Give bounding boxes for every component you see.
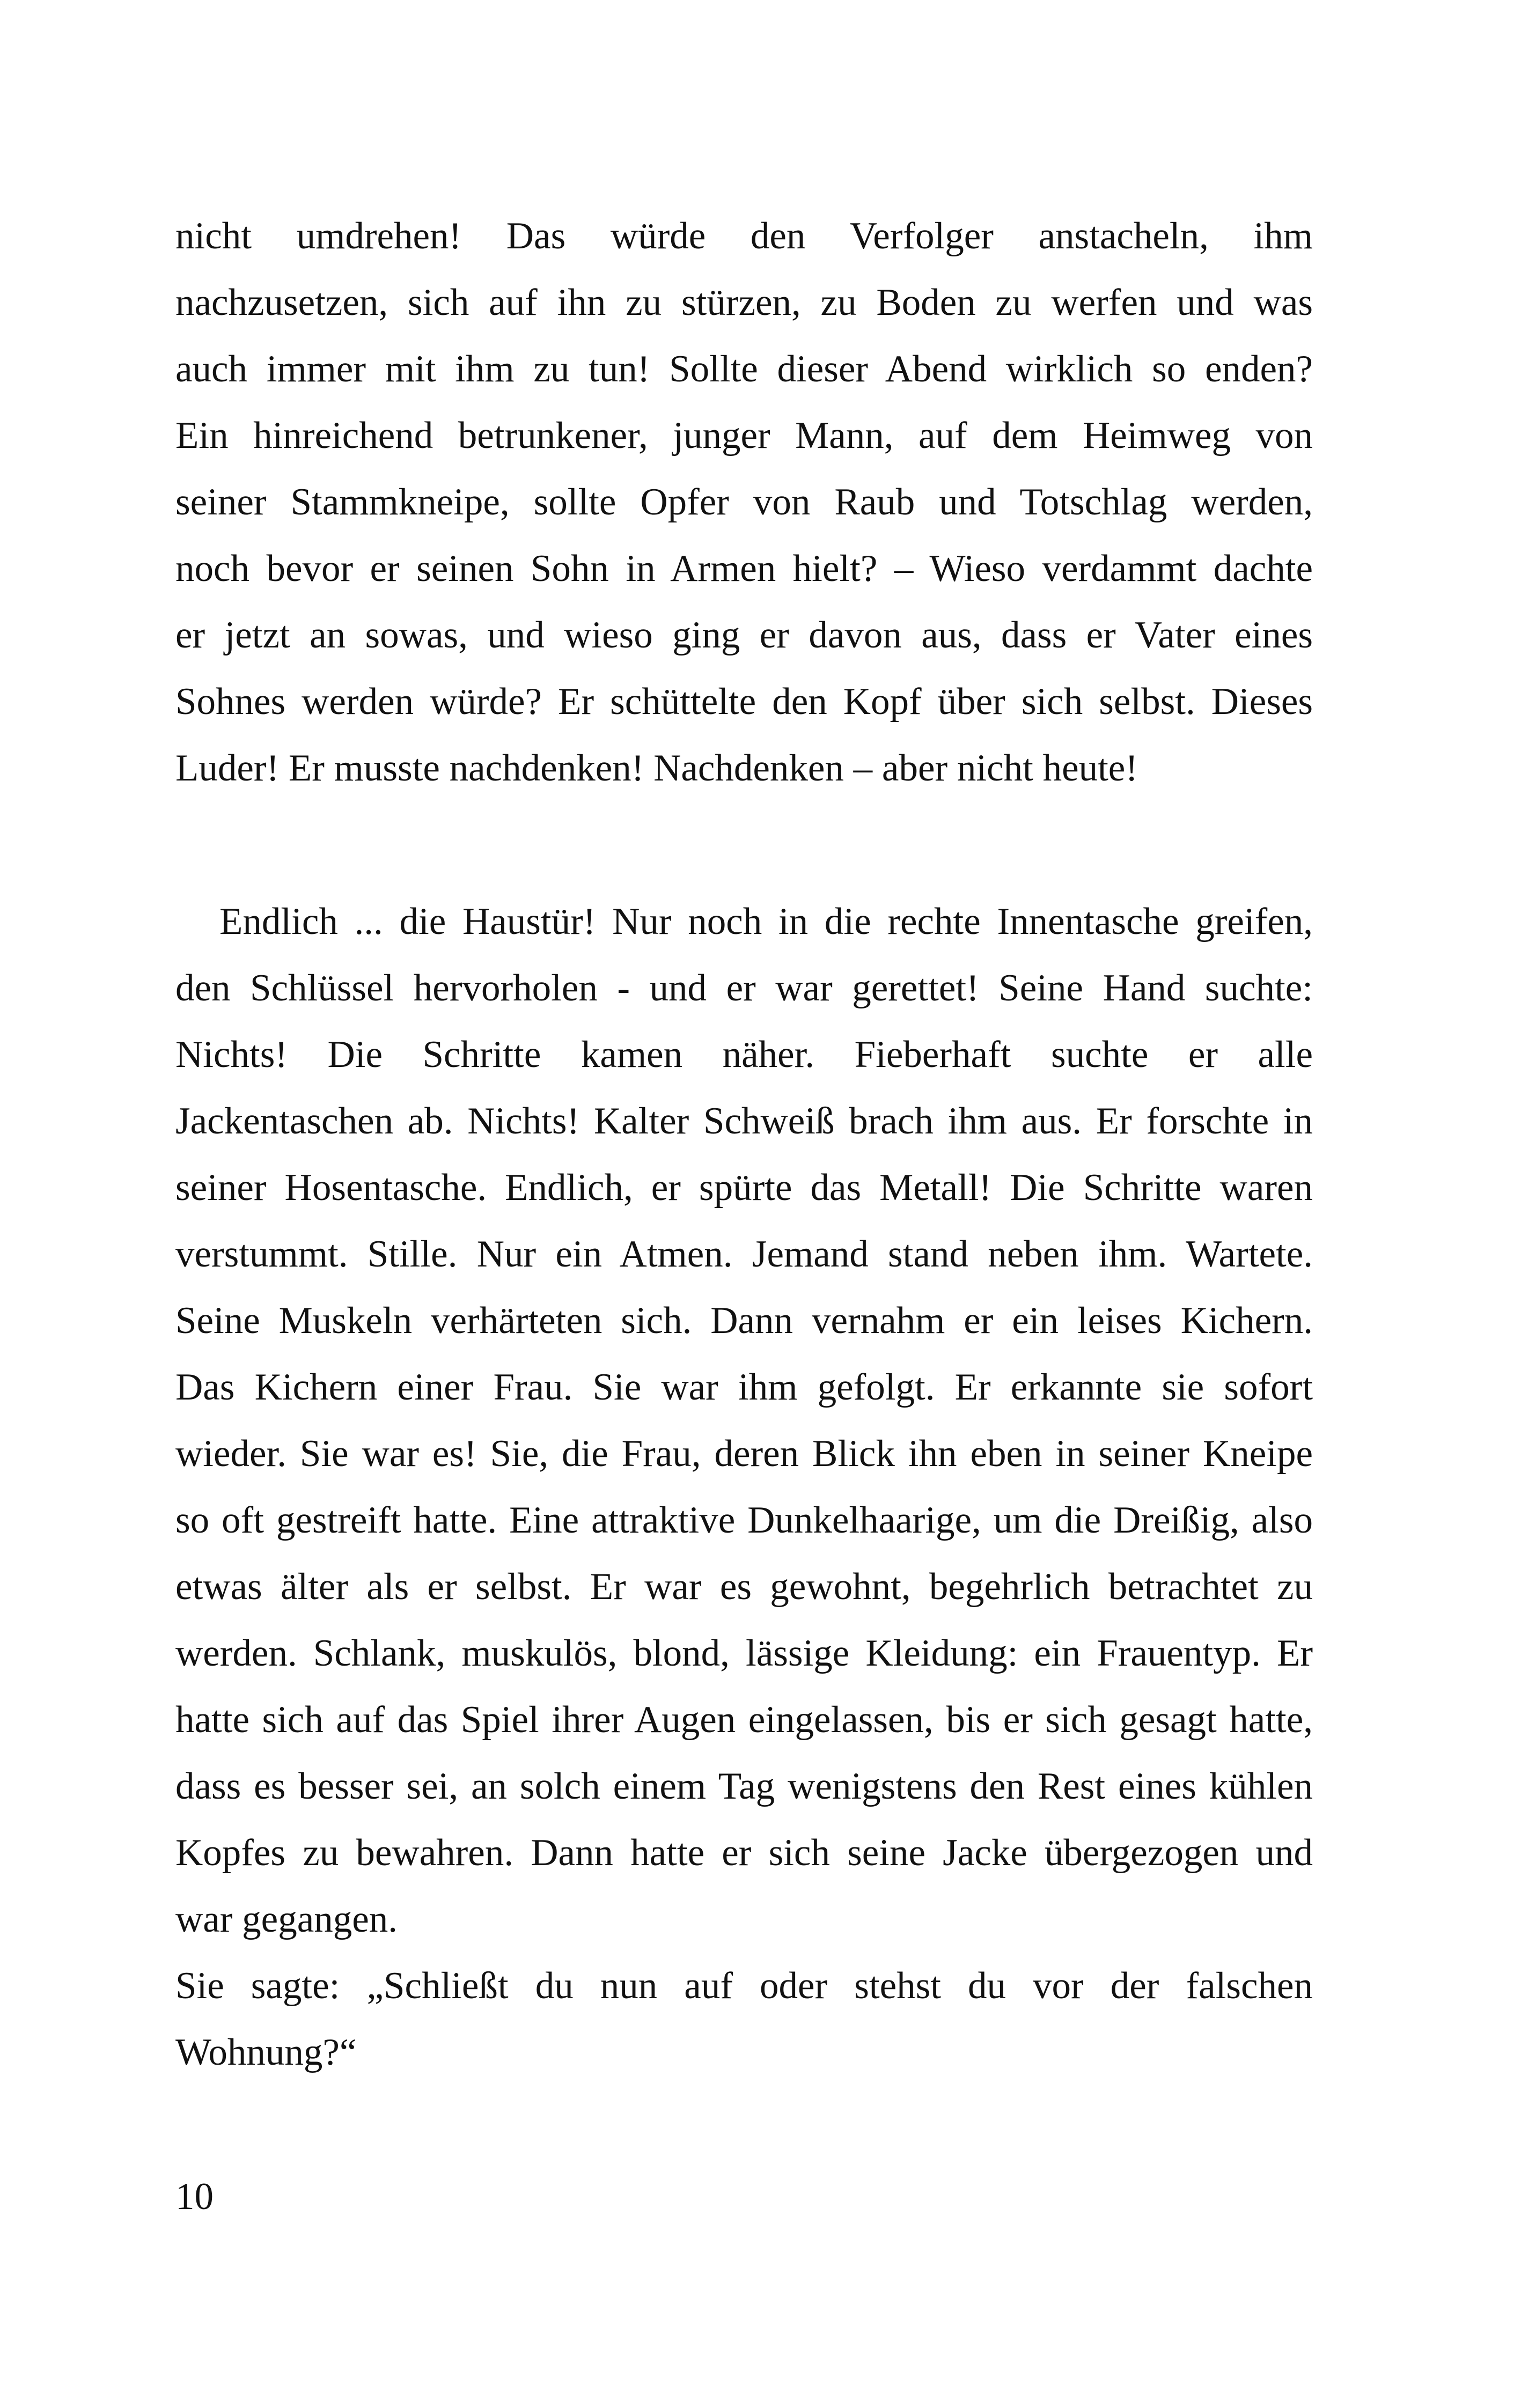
text-line: etwas älter als er selbst. Er war es gewohnt, begehrlich betrachtet zu [175, 1566, 1313, 1608]
page-number: 10 [175, 2176, 214, 2218]
paragraph-2 [175, 888, 1313, 2086]
text-line: Endlich ... die Haustür! Nur noch in die rechte Innentasche greifen, [219, 901, 1313, 942]
text-line: Seine Muskeln verhärteten sich. Dann vernahm er ein leises Kichern. [175, 1300, 1313, 1342]
text-line: hatte sich auf das Spiel ihrer Augen eingelassen, bis er sich gesagt hatte, [175, 1699, 1313, 1741]
text-line: nicht umdrehen! Das würde den Verfolger anstacheln, ihm [175, 215, 1313, 257]
text-line: werden. Schlank, muskulös, blond, lässige Kleidung: ein Frauentyp. Er [175, 1632, 1313, 1674]
text-line: Luder! Er musste nachdenken! Nachdenken – aber nicht heute! [175, 747, 1138, 789]
text-line: nachzusetzen, sich auf ihn zu stürzen, zu Boden zu werfen und was [175, 282, 1313, 323]
text-line: wieder. Sie war es! Sie, die Frau, deren Blick ihn eben in seiner Kneipe [175, 1433, 1313, 1475]
text-line: noch bevor er seinen Sohn in Armen hielt? – Wieso verdammt dachte [175, 548, 1313, 590]
text-line: Ein hinreichend betrunkener, junger Mann, auf dem Heimweg von [175, 415, 1313, 456]
text-line: seiner Stammkneipe, sollte Opfer von Raub und Totschlag werden, [175, 481, 1313, 523]
text-line: Sie sagte: „Schließt du nun auf oder stehst du vor der falschen [175, 1965, 1313, 2007]
text-line: verstummt. Stille. Nur ein Atmen. Jemand stand neben ihm. Wartete. [175, 1233, 1313, 1275]
text-line: Nichts! Die Schritte kamen näher. Fieberhaft suchte er alle [175, 1034, 1313, 1076]
text-line: war gegangen. [175, 1898, 398, 1940]
text-line: dass es besser sei, an solch einem Tag wenigstens den Rest eines kühlen [175, 1765, 1313, 1807]
text-line: den Schlüssel hervorholen - und er war gerettet! Seine Hand suchte: [175, 967, 1313, 1009]
text-line: Sohnes werden würde? Er schüttelte den Kopf über sich selbst. Dieses [175, 681, 1313, 723]
text-line: Wohnung?“ [175, 2031, 357, 2073]
paragraph-1 [175, 203, 1313, 801]
text-line: auch immer mit ihm zu tun! Sollte dieser Abend wirklich so enden? [175, 348, 1313, 390]
text-line: Jackentaschen ab. Nichts! Kalter Schweiß brach ihm aus. Er forschte in [175, 1100, 1313, 1142]
text-line: Das Kichern einer Frau. Sie war ihm gefolgt. Er erkannte sie sofort [175, 1366, 1313, 1408]
text-line: Kopfes zu bewahren. Dann hatte er sich seine Jacke übergezogen und [175, 1832, 1313, 1874]
text-line: so oft gestreift hatte. Eine attraktive Dunkelhaarige, um die Dreißig, also [175, 1499, 1313, 1541]
text-line: er jetzt an sowas, und wieso ging er davon aus, dass er Vater eines [175, 614, 1313, 656]
text-line: seiner Hosentasche. Endlich, er spürte das Metall! Die Schritte waren [175, 1167, 1313, 1209]
